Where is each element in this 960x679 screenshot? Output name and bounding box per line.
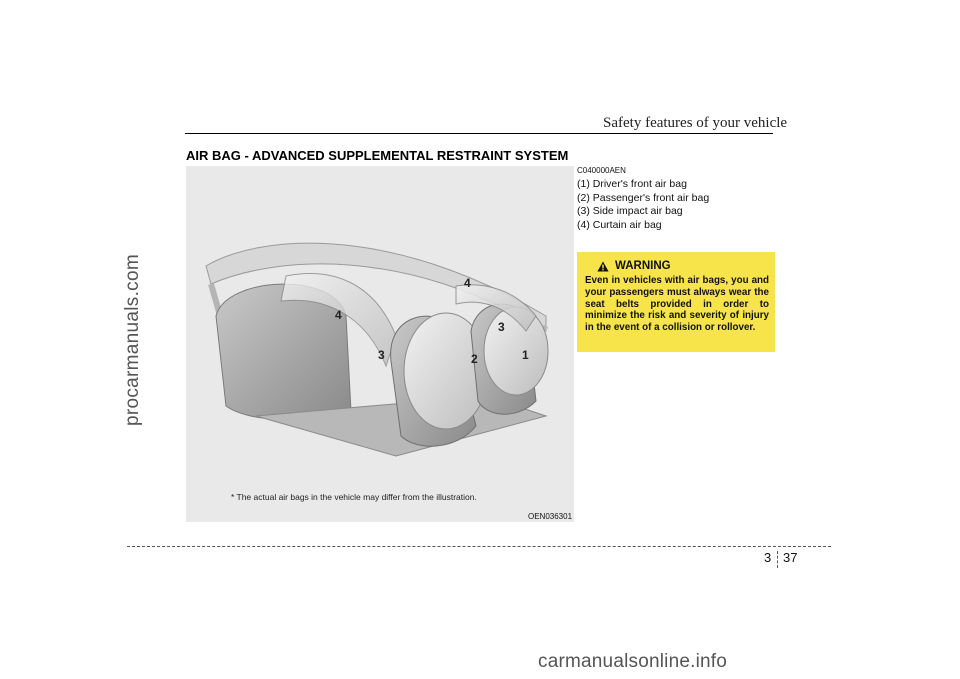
warning-header [597,260,769,272]
legend-item: (3) Side impact air bag [577,205,683,217]
callout-passenger-front: 2 [471,352,478,366]
legend-item: (2) Passenger's front air bag [577,191,710,204]
callout-side-rear: 3 [378,348,385,362]
airbag-legend [577,178,709,232]
car-interior-drawing [186,166,574,522]
airbag-illustration [186,166,574,522]
warning-box [577,252,775,352]
page-heading: AIR BAG - ADVANCED SUPPLEMENTAL RESTRAINT SYSTEM [186,148,569,163]
callout-curtain-front: 4 [464,276,471,290]
warning-triangle-icon [597,261,609,272]
illustration-note: * The actual air bags in the vehicle may differ from the illustration. [231,492,477,502]
callout-curtain-rear: 4 [335,308,342,322]
chapter-number: 3 [764,550,772,565]
callout-side-front: 3 [498,320,505,334]
footer-rule [127,546,831,547]
callout-driver-front: 1 [522,348,529,362]
bottom-watermark: carmanualsonline.info [538,651,728,672]
page-number-divider [777,551,778,568]
warning-title: WARNING [615,260,671,272]
side-watermark-text: procarmanuals.com [122,254,143,426]
legend-item: (1) Driver's front air bag [577,178,687,190]
figure-code: OEN036301 [528,512,573,521]
legend-item: (4) Curtain air bag [577,218,662,231]
header-rule [185,133,773,134]
page-number: 37 [783,550,798,565]
content-code: C040000AEN [577,166,626,175]
section-title: Safety features of your vehicle [603,115,788,131]
warning-text: Even in vehicles with air bags, you and your passengers must always wear the seat belts provided in order to minimize the risk and severity of injury in the event of a collision or rollover. [585,275,769,334]
